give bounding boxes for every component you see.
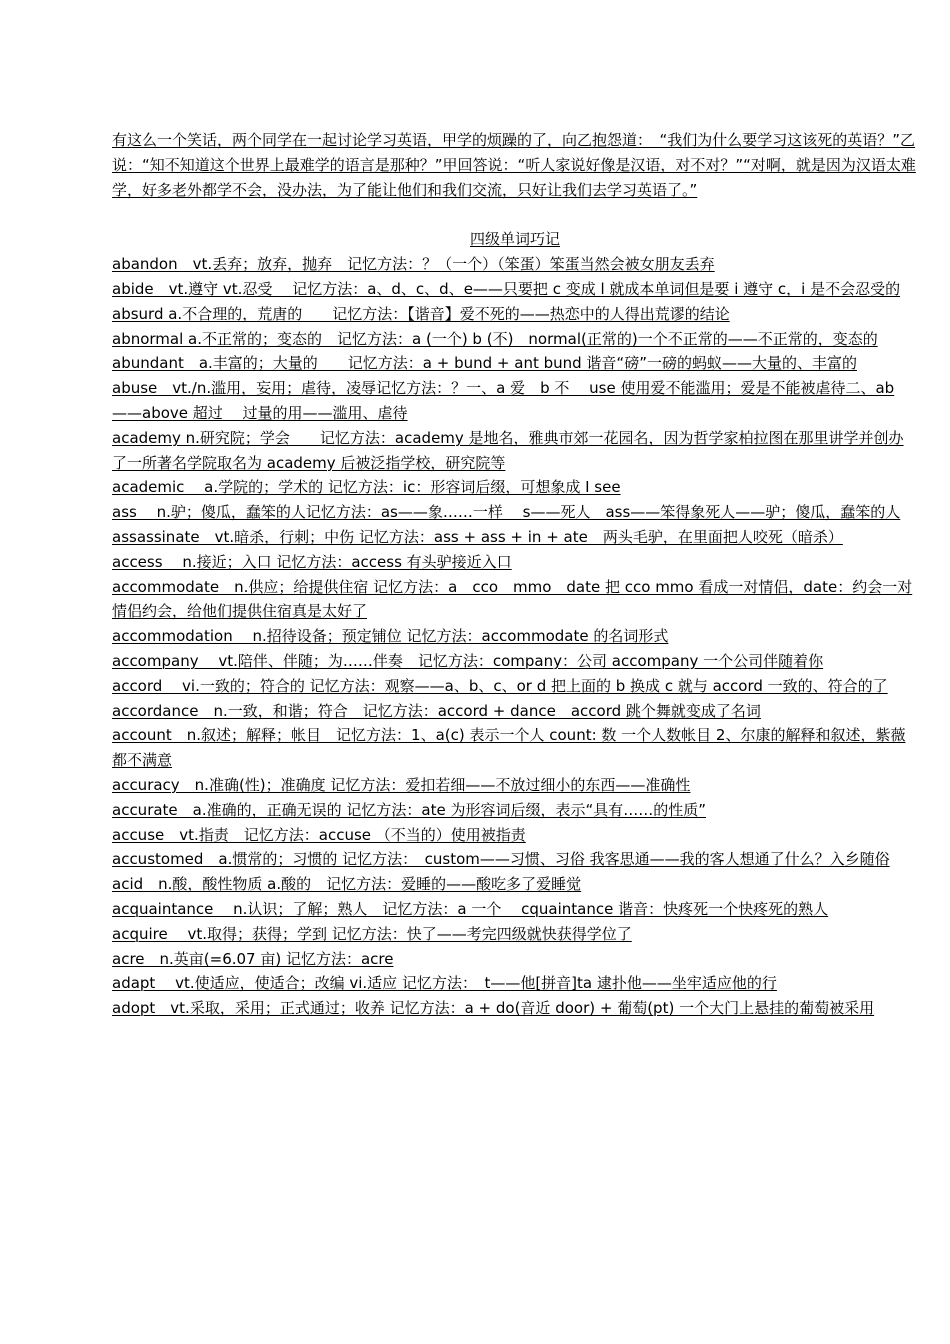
word-entry: access n.接近；入口 记忆方法：access 有头驴接近入口 [112,552,512,571]
word-entry: accuracy n.准确(性)；准确度 记忆方法：爱扣若细——不放过细小的东西——准确性 [112,775,691,794]
word-entry: accompany vt.陪伴、伴随；为……伴奏 记忆方法：company：公司 accompany 一个公司伴随着你 [112,651,824,670]
word-entry: acid n.酸，酸性物质 a.酸的 记忆方法：爱睡的——酸吃多了爱睡觉 [112,875,582,894]
intro-paragraph: 有这么一个笑话，两个同学在一起讨论学习英语，甲学的烦躁的了，向乙抱怨道： “我们为什么要学习这该死的英语？”乙说：“知不知道这个世界上最难学的语言是那种？”甲回答说：“听人家说好像是汉语，对不对？”“对啊，就是因为汉语太难学，好多老外都学不会，没办法，为了能让他们和我们交流，只好让我们去学习英语了。” [112,131,916,199]
word-entry: absurd a.不合理的，荒唐的 记忆方法：【谐音】爱不死的——热恋中的人得出荒谬的结论 [112,304,730,323]
word-entry: abundant a.丰富的；大量的 记忆方法：a + bund + ant bund 谐音“磅”一磅的蚂蚁——大量的、丰富的 [112,354,857,373]
word-entry: accord vi.一致的；符合的 记忆方法：观察——a、b、c、or d 把上面的 b 换成 c 就与 accord 一致的、符合的了 [112,676,888,695]
word-entry: account n.叙述；解释；帐目 记忆方法：1、a(c) 表示一个人 count: 数 一个人数帐目 2、尔康的解释和叙述，紫薇都不满意 [112,726,906,770]
word-entry: abandon vt.丢弃；放弃，抛弃 记忆方法：？（一个）（笨蛋）笨蛋当然会被女朋友丢弃 [112,255,715,274]
word-entry: abide vt.遵守 vt.忍受 记忆方法：a、d、c、d、e——只要把 c 变成 l 就成本单词但是要 i 遵守 c，i 是不会忍受的 [112,279,901,298]
word-entry: acquaintance n.认识；了解；熟人 记忆方法：a 一个 cquaintance 谐音：快疼死一个快疼死的熟人 [112,899,829,918]
word-entry: abnormal a.不正常的；变态的 记忆方法：a (一个) b (不) normal(正常的)一个不正常的——不正常的，变态的 [112,329,878,348]
word-entry: accurate a.准确的，正确无误的 记忆方法：ate 为形容词后缀，表示“具有……的性质” [112,800,707,819]
word-entry: assassinate vt.暗杀，行刺；中伤 记忆方法：ass + ass + in + ate 两头毛驴，在里面把人咬死（暗杀） [112,527,843,546]
word-entry: abuse vt./n.滥用，妄用；虐待，凌辱记忆方法：？一、a 爱 b 不 use 使用爱不能滥用；爱是不能被虐待二、ab——above 超过 过量的用——滥用、虐待 [112,379,895,422]
word-entry: accuse vt.指责 记忆方法：accuse （不当的）使用被指责 [112,825,526,844]
word-list [112,252,918,1021]
word-entry: accustomed a.惯常的；习惯的 记忆方法： custom——习惯、习俗 我客思通——我的客人想通了什么？入乡随俗 [112,850,890,869]
word-entry: academic a.学院的；学术的 记忆方法：ic：形容词后缀，可想象成 I see [112,478,621,497]
word-entry: adapt vt.使适应，使适合；改编 vi.适应 记忆方法： t——他[拼音]ta 逮扑他——坐牢适应他的行 [112,974,777,993]
word-entry: academy n.研究院；学会 记忆方法：academy 是地名，雅典市郊一花园名，因为哲学家柏拉图在那里讲学并创办了一所著名学院取名为 academy 后被泛指学校，研究院等 [112,428,904,472]
word-entry: accordance n.一致，和谐；符合 记忆方法：accord + dance accord 跳个舞就变成了名词 [112,701,761,720]
section-title: 四级单词巧记 [469,230,560,249]
word-entry: acquire vt.取得；获得；学到 记忆方法：快了——考完四级就快获得学位了 [112,924,632,943]
word-entry: ass n.驴；傻瓜，蠢笨的人记忆方法：as——象……一样 s——死人 ass——笨得象死人——驴；傻瓜，蠢笨的人 [112,503,901,522]
document-page [112,128,918,1021]
word-entry: adopt vt.采取，采用；正式通过；收养 记忆方法：a + do(音近 door) + 葡萄(pt) 一个大门上悬挂的葡萄被采用 [112,999,875,1018]
word-entry: accommodate n.供应；给提供住宿 记忆方法：a cco mmo date 把 cco mmo 看成一对情侣，date：约会一对情侣约会，给他们提供住宿真是太好了 [112,577,913,621]
word-entry: accommodation n.招待设备；预定铺位 记忆方法：accommodate 的名词形式 [112,627,669,646]
word-entry: acre n.英亩(=6.07 亩) 记忆方法：acre [112,949,394,968]
